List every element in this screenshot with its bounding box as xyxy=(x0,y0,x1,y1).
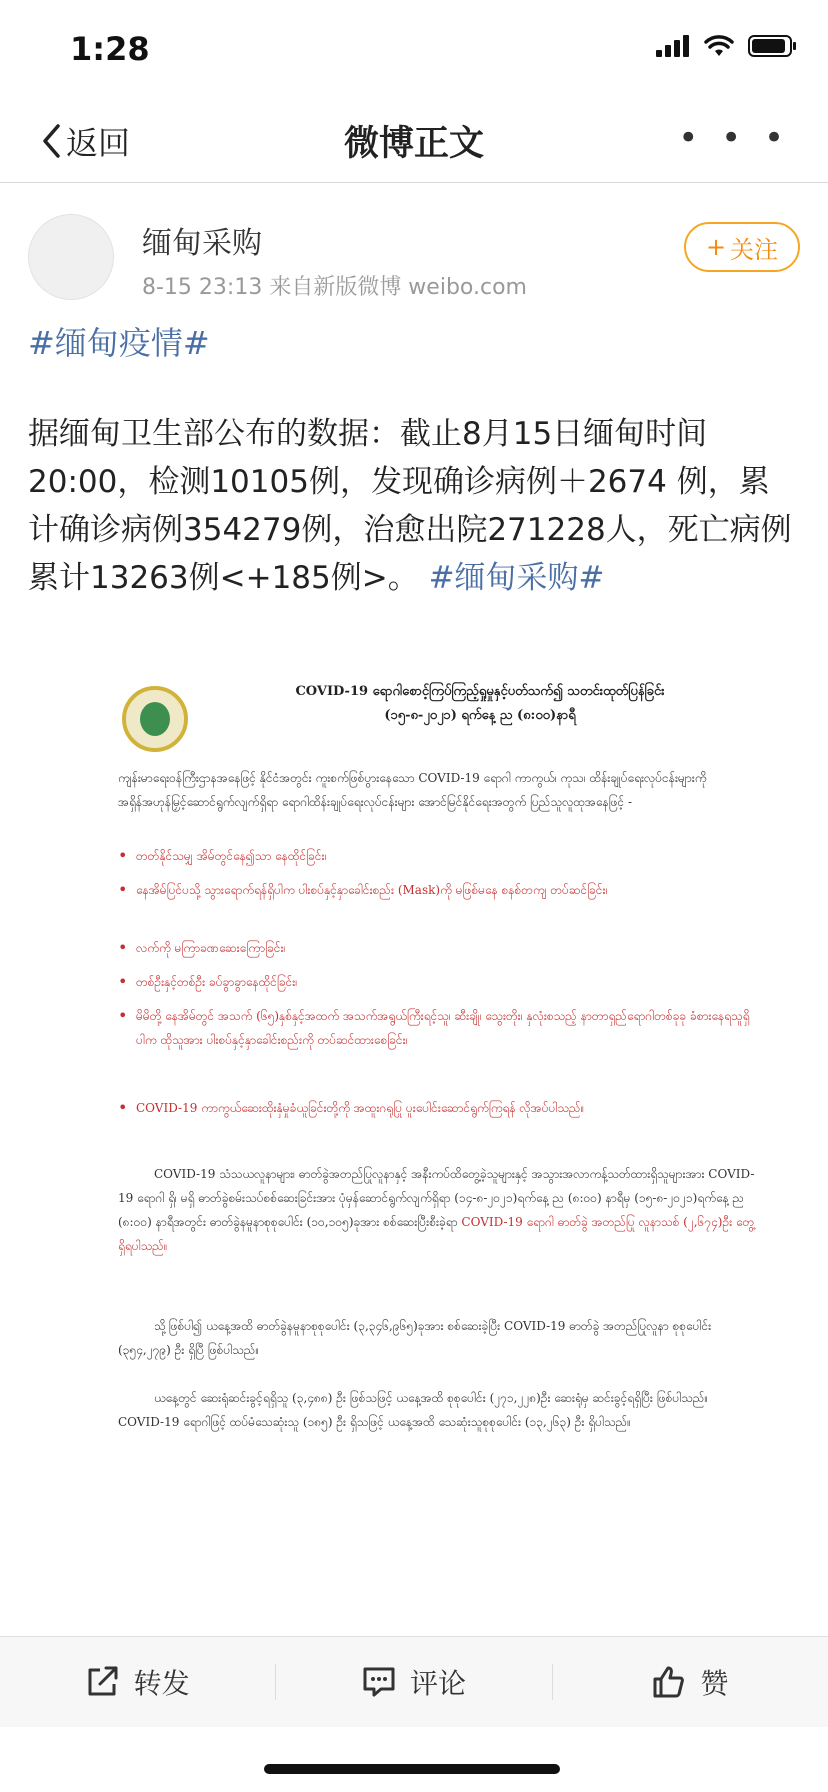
avatar[interactable] xyxy=(28,214,114,300)
follow-button[interactable] xyxy=(684,222,800,272)
author-header xyxy=(28,210,800,310)
signal-icon xyxy=(656,35,690,57)
status-time: 1:28 xyxy=(70,30,150,68)
document-bullet: • မိမိတို့ နေအိမ်တွင် အသက် (၆၅)နှစ်နှင့်အထက် အသက်အရွယ်ကြီးရင့်သူ၊ ဆီးချို၊ သွေးတိုး၊ နှလုံးစသည့် နာတာရှည်ရောဂါတစ်ခုခု ခံစားနေရသူရှိပါက ထိုသူအား ပါးစပ်နှင့်နှာခေါင်းစည်းကို တပ်ဆင်ထားစေခြင်း၊ xyxy=(136,1004,756,1052)
document-paragraph-text: COVID-19 သံသယလူနာများ၊ ဓာတ်ခွဲအတည်ပြုလူနာနှင့် အနီးကပ်ထိတွေ့ခဲ့သူများနှင့် အသွားအလာကန့်သတ်ထားရှိသူများအား COVID-19 ရောဂါ ရှိ၊ မရှိ ဓာတ်ခွဲစမ်းသပ်စစ်ဆေးခြင်းအား ပုံမှန်ဆောင်ရွက်လျက်ရှိရာ (၁၄-၈-၂၀၂၁)ရက်နေ့ ည (၈:၀၀) နာရီမှ (၁၅-၈-၂၀၂၁)ရက်နေ့ ည (၈:၀၀) နာရီအတွင်း ဓာတ်ခွဲနမူနာစုစုပေါင်း (၁၀,၁၀၅)ခုအား စစ်ဆေးပြီးစီးခဲ့ရာ xyxy=(118,1167,755,1229)
document-paragraph-highlight: COVID-19 ရောဂါ ဓာတ်ခွဲ အတည်ပြု လူနာသစ် (၂,၆၇၄)ဦး တွေ့ရှိရပါသည်။ xyxy=(118,1215,755,1253)
document-paragraph: ယနေ့တွင် ဆေးရုံဆင်းခွင့်ရရှိသူ (၃,၄၈၈) ဦး ဖြစ်သဖြင့် ယနေ့အထိ စုစုပေါင်း (၂၇၁,၂၂၈)ဦး ဆေးရုံမှ ဆင်းခွင့်ရရှိပြီး ဖြစ်ပါသည်။ COVID-19 ရောဂါဖြင့် ထပ်မံသေဆုံးသူ (၁၈၅) ဦး ရှိသဖြင့် ယနေ့အထိ သေဆုံးသူစုစုပေါင်း (၁၃,၂၆၃) ဦး ရှိပါသည်။ xyxy=(118,1391,709,1429)
action-bar xyxy=(0,1636,828,1727)
document-title-line2: (၁၅-၈-၂၀၂၁) ရက်နေ့ ည (၈:၀၀)နာရီ xyxy=(384,708,576,723)
post-image-document[interactable] xyxy=(118,666,758,1586)
follow-label: 关注 xyxy=(730,235,779,264)
document-paragraph: သို့ဖြစ်ပါ၍ ယနေ့အထိ ဓာတ်ခွဲနမူနာစုစုပေါင်း (၃,၃၄၆,၉၆၅)ခုအား စစ်ဆေးခဲ့ပြီး COVID-19 ဓာတ်ခွဲ အတည်ပြုလူနာ စုစုပေါင်း (၃၅၄,၂၇၉) ဦး ရှိပြီ ဖြစ်ပါသည်။ xyxy=(118,1319,712,1357)
wifi-icon xyxy=(704,35,734,57)
document-bullet: • နေအိမ်ပြင်ပသို့ သွားရောက်ရန်ရှိပါက ပါးစပ်နှင့်နှာခေါင်းစည်း (Mask)ကို မဖြစ်မနေ စနစ်တကျ တပ်ဆင်ခြင်း၊ xyxy=(136,878,756,902)
like-button[interactable] xyxy=(553,1662,828,1702)
document-bullet: • လက်ကို မကြာခဏဆေးကြောခြင်း၊ xyxy=(136,936,756,960)
status-icons xyxy=(656,34,798,58)
document-title xyxy=(202,680,758,728)
document-paragraph xyxy=(118,1162,758,1258)
more-icon[interactable]: • • • xyxy=(678,118,790,158)
post-meta: 8-15 23:13 来自新版微博 weibo.com xyxy=(142,275,527,300)
post-text xyxy=(28,410,800,602)
post-text-main: 据缅甸卫生部公布的数据：截止8月15日缅甸时间20:00，检测10105例，发现确诊病例＋2674 例，累计确诊病例354279例，治愈出院271228人，死亡病例累计13263例<+185例>。 xyxy=(28,416,792,596)
author-name[interactable]: 缅甸采购 xyxy=(142,226,262,261)
battery-icon xyxy=(748,34,798,58)
ministry-seal-icon xyxy=(122,686,188,752)
status-bar xyxy=(0,0,828,96)
thumbs-up-icon xyxy=(652,1665,686,1699)
share-icon xyxy=(86,1666,120,1698)
like-label: 赞 xyxy=(700,1667,729,1700)
nav-bar xyxy=(0,96,828,183)
document-bullet: • တတ်နိုင်သမျှ အိမ်တွင်နေ၍သာ နေထိုင်ခြင်း၊ xyxy=(136,844,756,868)
plus-icon: + xyxy=(705,233,727,261)
document-bullet: • တစ်ဦးနှင့်တစ်ဦး ခပ်ခွာခွာနေထိုင်ခြင်း၊ xyxy=(136,970,756,994)
repost-button[interactable] xyxy=(0,1662,275,1702)
hashtag-link-end[interactable]: #缅甸采购# xyxy=(428,560,605,596)
home-indicator[interactable] xyxy=(264,1764,560,1774)
comment-label: 评论 xyxy=(409,1667,466,1700)
document-title-line1: COVID-19 ရောဂါစောင့်ကြပ်ကြည့်ရှုမှုနှင့်ပတ်သက်၍ သတင်းထုတ်ပြန်ခြင်း xyxy=(295,684,665,699)
repost-label: 转发 xyxy=(133,1667,190,1700)
page-title: 微博正文 xyxy=(343,124,484,164)
document-bullet: • COVID-19 ကာကွယ်ဆေးထိုးနှံမှုခံယူခြင်းတို့ကို အထူးဂရုပြု ပူးပေါင်းဆောင်ရွက်ကြရန် လိုအပ်ပါသည်။ xyxy=(136,1096,756,1120)
back-label: 返回 xyxy=(66,124,131,162)
document-intro: ကျန်းမာရေးဝန်ကြီးဌာနအနေဖြင့် နိုင်ငံအတွင်း ကူးစက်ဖြစ်ပွားနေသော COVID-19 ရောဂါ ကာကွယ်၊ ကုသ၊ ထိန်းချုပ်ရေးလုပ်ငန်းများကို အရှိန်အဟုန်မြှင့်ဆောင်ရွက်လျက်ရှိရာ ရောဂါထိန်းချုပ်ရေးလုပ်ငန်းများ အောင်မြင်နိုင်ရေးအတွက် ပြည်သူလူထုအနေဖြင့် - xyxy=(118,771,707,809)
comment-button[interactable] xyxy=(276,1662,551,1702)
hashtag-link[interactable]: #缅甸疫情# xyxy=(28,324,210,362)
comment-icon xyxy=(362,1666,396,1698)
